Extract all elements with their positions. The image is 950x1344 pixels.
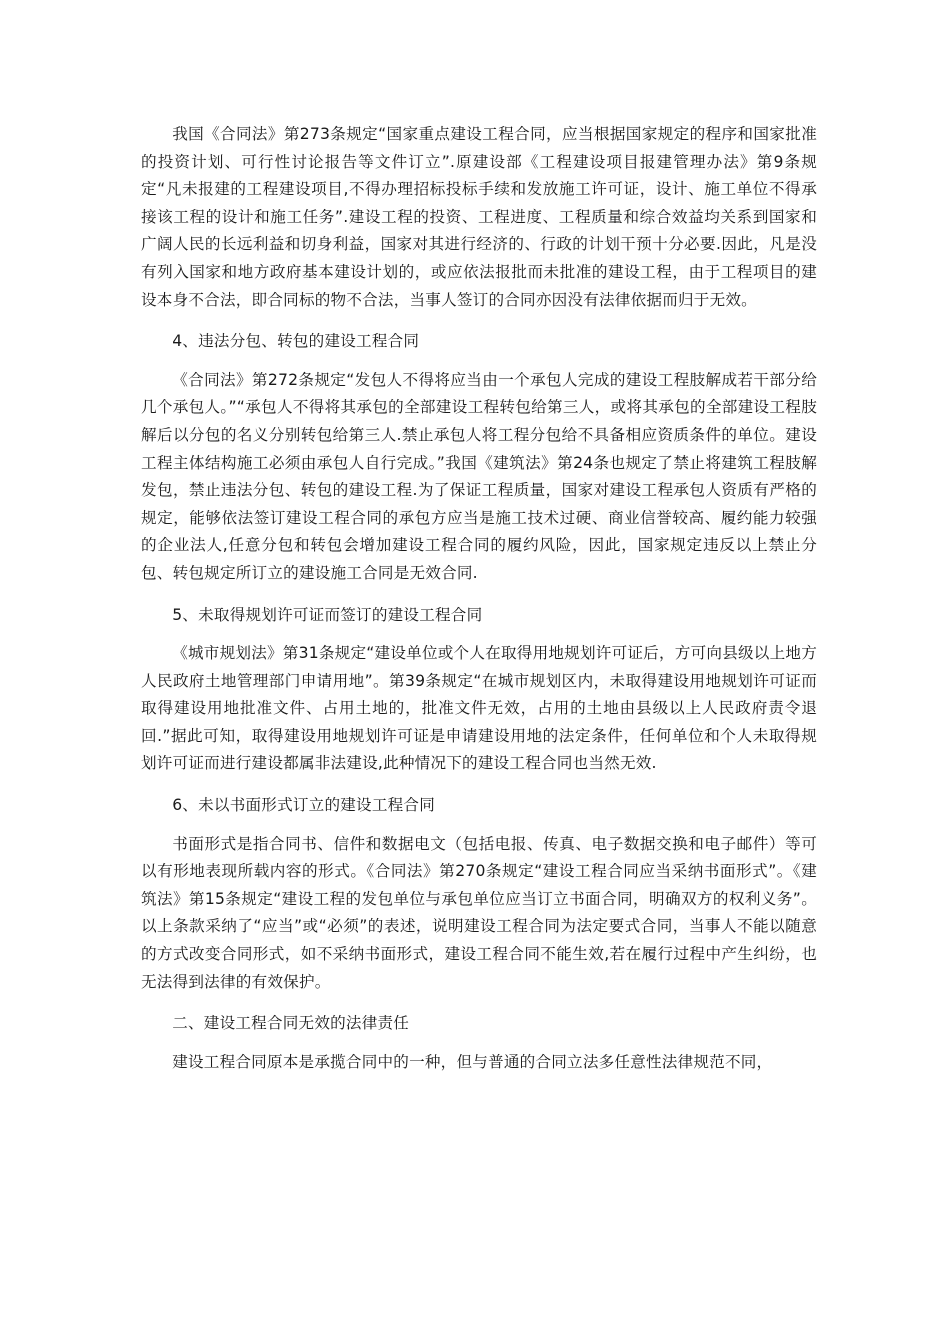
section-heading-5: 5、未取得规划许可证而签订的建设工程合同	[172, 605, 483, 624]
paragraph-written-form: 书面形式是指合同书、信件和数据电文（包括电报、传真、电子数据交换和电子邮件）等可以有形地表现所载内容的形式。《合同法》第270条规定“建设工程合同应当采纳书面形式”。《建筑法》第15条规定“建设工程的发包单位与承包单位应当订立书面合同，明确双方的权利义务”。以上条款采纳了“应当”或“必须”的表述，说明建设工程合同为法定要式合同，当事人不能以随意的方式改变合同形式，如不采纳书面形式，建设工程合同不能生效,若在履行过程中产生纠纷，也无法得到法律的有效保护。	[141, 834, 817, 991]
paragraph-subcontract: 《合同法》第272条规定“发包人不得将应当由一个承包人完成的建设工程肢解成若干部分给几个承包人。”“承包人不得将其承包的全部建设工程转包给第三人，或将其承包的全部建设工程肢解后以分包的名义分别转包给第三人.禁止承包人将工程分包给不具备相应资质条件的单位。建设工程主体结构施工必须由承包人自行完成。”我国《建筑法》第24条也规定了禁止将建筑工程肢解发包，禁止违法分包、转包的建设工程.为了保证工程质量，国家对建设工程承包人资质有严格的规定，能够依法签订建设工程合同的承包方应当是施工技术过硬、商业信誉较高、履约能力较强的企业法人,任意分包和转包会增加建设工程合同的履约风险，因此，国家规定违反以上禁止分包、转包规定所订立的建设施工合同是无效合同.	[141, 370, 817, 582]
document-body	[141, 121, 817, 1076]
paragraph-contract-law-273: 我国《合同法》第273条规定“国家重点建设工程合同，应当根据国家规定的程序和国家批准的投资计划、可行性讨论报告等文件订立”.原建设部《工程建设项目报建管理办法》第9条规定“凡未报建的工程建设项目,不得办理招标投标手续和发放施工许可证，设计、施工单位不得承接该工程的设计和施工任务”.建设工程的投资、工程进度、工程质量和综合效益均关系到国家和广阔人民的长远利益和切身利益，国家对其进行经济的、行政的计划干预十分必要.因此，凡是没有列入国家和地方政府基本建设计划的，或应依法报批而未批准的建设工程，由于工程项目的建设本身不合法，即合同标的物不合法，当事人签订的合同亦因没有法律依据而归于无效。	[141, 125, 817, 309]
section-heading-legal-liability: 二、建设工程合同无效的法律责任	[172, 1014, 410, 1033]
paragraph-contract-nature: 建设工程合同原本是承揽合同中的一种，但与普通的合同立法多任意性法律规范不同，	[172, 1052, 773, 1071]
section-heading-4: 4、违法分包、转包的建设工程合同	[172, 332, 420, 351]
paragraph-planning-permit: 《城市规划法》第31条规定“建设单位或个人在取得用地规划许可证后，方可向县级以上地方人民政府土地管理部门申请用地”。第39条规定“在城市规划区内，未取得建设用地规划许可证而取得建设用地批准文件、占用土地的，批准文件无效，占用的土地由县级以上人民政府责令退回.”据此可知，取得建设用地规划许可证是申请建设用地的法定条件，任何单位和个人未取得规划许可证而进行建设都属非法建设,此种情况下的建设工程合同也当然无效.	[141, 644, 817, 773]
section-heading-6: 6、未以书面形式订立的建设工程合同	[172, 796, 436, 815]
